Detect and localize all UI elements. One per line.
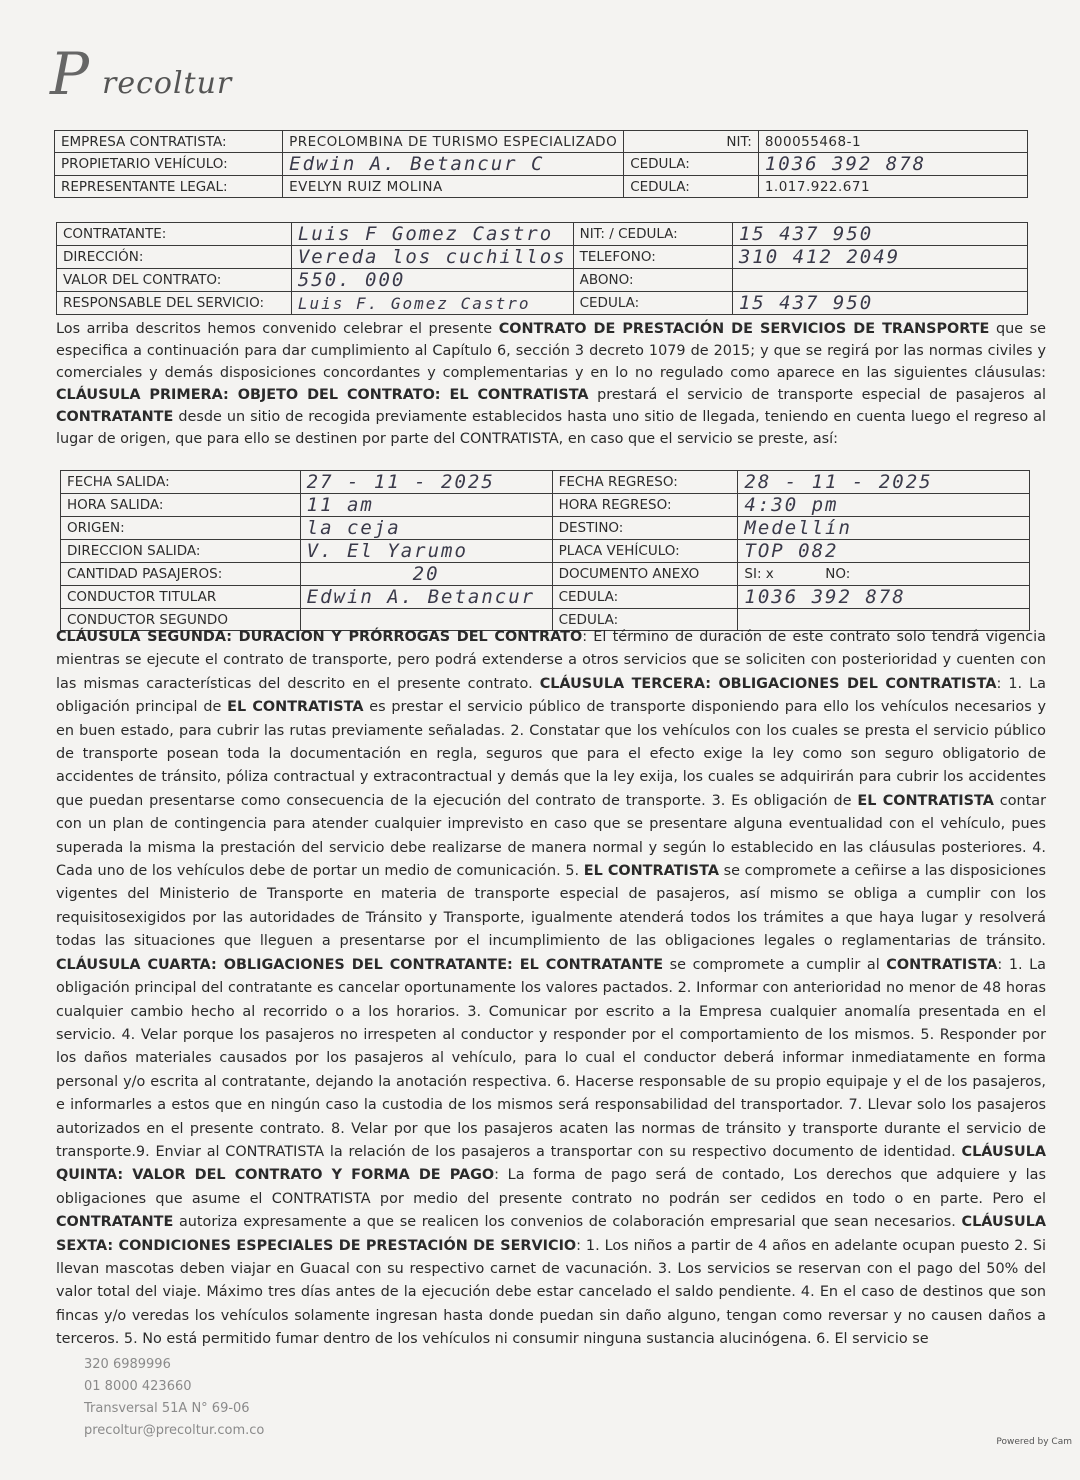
clause-1-heading: CLÁUSULA PRIMERA: OBJETO DEL CONTRATO: EL CONTRATISTA bbox=[56, 387, 589, 403]
clause-3-contratista-1: EL CONTRATISTA bbox=[227, 699, 364, 716]
footer-email: precoltur@precoltur.com.co bbox=[84, 1423, 265, 1438]
label-conductor-segundo: CONDUCTOR SEGUNDO bbox=[61, 609, 301, 631]
contract-intro bbox=[56, 318, 1046, 450]
label-cantidad-pasajeros: CANTIDAD PASAJEROS: bbox=[61, 563, 301, 586]
clause-3-heading: CLÁUSULA TERCERA: OBLIGACIONES DEL CONTRATISTA bbox=[539, 675, 997, 692]
value-hora-salida: 11 am bbox=[300, 494, 552, 517]
value-empresa: PRECOLOMBINA DE TURISMO ESPECIALIZADO bbox=[283, 131, 624, 153]
clause-6-heading: CLÁUSULA SEXTA: CONDICIONES ESPECIALES DE PRESTACIÓN DE SERVICIO bbox=[56, 1214, 1046, 1254]
label-destino: DESTINO: bbox=[552, 517, 738, 540]
trip-row-pasajeros bbox=[61, 563, 1030, 586]
clause-5-text-a: : La forma de pago será de contado, Los derechos que adquiere y las obligaciones que asume el CONTRATISTA por medio del presente contrato no podrán ser cedidos en todo o en parte. Pero el bbox=[56, 1167, 1046, 1207]
value-valor: 550. 000 bbox=[291, 269, 573, 292]
label-cedula-owner: CEDULA: bbox=[624, 153, 759, 176]
value-abono bbox=[732, 269, 1027, 292]
logo-initial: P bbox=[50, 40, 90, 108]
value-origen: la ceja bbox=[300, 517, 552, 540]
clause-2-text: : El término de duración de este contrato solo tendrá vigencia mientras se ejecute el contrato de transporte, pero podrá extenderse a otros servicios que se soliciten con posterioridad y cuenten con las mismas características del descrito en el presente contrato. bbox=[56, 629, 1046, 692]
company-row-contractor bbox=[55, 131, 1028, 153]
company-contact-footer bbox=[84, 1354, 264, 1442]
label-origen: ORIGEN: bbox=[61, 517, 301, 540]
label-nit-cedula: NIT: / CEDULA: bbox=[573, 223, 732, 246]
label-direccion: DIRECCIÓN: bbox=[57, 246, 292, 269]
value-cedula-owner: 1036 392 878 bbox=[758, 153, 1027, 176]
clause-5-text-c: autoriza expresamente a que se realicen los convenios de colaboración empresarial que sean necesarios. bbox=[173, 1214, 962, 1231]
value-telefono: 310 412 2049 bbox=[732, 246, 1027, 269]
clause-3-text-c: es prestar el servicio público de transporte disponiendo para ello los vehículos necesarios y en buen estado, para cubrir las rutas previamente señaladas. 2. Constatar que los vehículos con los cuales se presta el servicio público de transporte posean toda la documentación en regla, seguros que para el efecto exige la ley como son seguro obligatorio de accidentes de tránsito, póliza contractual y extracontractual y demás que la ley exija, los cuales se adquirirán para cubrir los accidentes que puedan presentarse como consecuencia de la ejecución del contrato de transporte. 3. Es obligación de bbox=[56, 699, 1047, 809]
value-responsable: Luis F. Gomez Castro bbox=[291, 292, 573, 315]
value-representante: EVELYN RUIZ MOLINA bbox=[283, 176, 624, 198]
clause-4-heading: CLÁUSULA CUARTA: OBLIGACIONES DEL CONTRATANTE: EL CONTRATANTE bbox=[56, 956, 664, 973]
value-cedula-responsable: 15 437 950 bbox=[732, 292, 1027, 315]
value-fecha-regreso: 28 - 11 - 2025 bbox=[738, 471, 1030, 494]
intro-text-1: Los arriba descritos hemos convenido celebrar el presente bbox=[56, 321, 499, 337]
clause-3-text-e: contar con un plan de contingencia para atender cualquier imprevisto en caso que se presentare alguna eventualidad con el vehículo, pues superada la misma la prestación del servicio debe realizarse de manera normal y según lo establecido en las cláusulas posteriores. 4. Cada uno de los vehículos debe de portar un medio de comunicación. 5. bbox=[56, 792, 1047, 880]
clause-4-text-c: : 1. La obligación principal del contratante es cancelar oportunamente los valores pactados. 2. Informar con anterioridad no menor de 48 horas cualquier cambio hecho al recorrido o a los horarios. 3. Comunicar por escrito a la Empresa cualquier anomalía presentada en el servicio. 4. Velar porque los pasajeros no irrespeten al conductor y responder por el comportamiento de los mismos. 5. Responder por los daños materiales causados por los pasajeros al vehículo, para lo cual el conductor deberá informar inmediatamente en forma personal y/o escrita al contratante, dejando la anotación respectiva. 6. Hacerse responsable de su propio equipaje y el de los pasajeros, e informarles a estos que en ningún caso la custodia de los mismos será responsabilidad del transportador. 7. Llevar solo los pasajeros autorizados en el presente contrato. 8. Velar por que los pasajeros acaten las normas de tránsito y transporte durante el servicio de transporte.9. Enviar al CONTRATISTA la relación de los pasajeros a transportar con su respectivo documento de identidad. bbox=[56, 956, 1046, 1160]
label-representante: REPRESENTANTE LEGAL: bbox=[55, 176, 283, 198]
intro-contract-title: CONTRATO DE PRESTACIÓN DE SERVICIOS DE TRANSPORTE bbox=[498, 321, 990, 337]
clause-1-text-2: desde un sitio de recogida previamente establecidos hasta uno sitio de llegada, teniendo en cuenta luego el regreso al lugar de origen, que para ello se destinen por parte del CONTRATISTA, en caso que el servicio se preste, así: bbox=[56, 409, 1046, 447]
client-row-direccion bbox=[57, 246, 1028, 269]
value-propietario: Edwin A. Betancur C bbox=[283, 153, 624, 176]
clause-5-heading: CLÁUSULA QUINTA: VALOR DEL CONTRATO Y FORMA DE PAGO bbox=[56, 1143, 1046, 1184]
footer-toll-free: 01 8000 423660 bbox=[84, 1379, 192, 1394]
clause-2-heading: CLÁUSULA SEGUNDA: DURACION Y PRÓRROGAS DEL CONTRATO bbox=[56, 629, 583, 645]
value-cantidad-pasajeros: 20 bbox=[300, 563, 552, 586]
value-direccion: Vereda los cuchillos bbox=[291, 246, 573, 269]
label-cedula-titular: CEDULA: bbox=[552, 586, 738, 609]
label-telefono: TELEFONO: bbox=[573, 246, 732, 269]
clause-4-text-a: se compromete a cumplir al bbox=[663, 956, 887, 973]
label-hora-regreso: HORA REGRESO: bbox=[552, 494, 738, 517]
clause-3-text-g: se compromete a ceñirse a las disposiciones vigentes del Ministerio de Transporte en materia de transporte especial de pasajeros, así mismo se obliga a cumplir con los requisitosexigidos por las autoridades de Tránsito y Transporte, igualmente atenderá todos los trámites a que haya lugar y resolverá todas las situaciones que lleguen a presentarse por el incumplimiento de las obligaciones legales o reglamentarias de tránsito. bbox=[56, 863, 1046, 950]
company-logo bbox=[50, 40, 270, 118]
clause-3-text-a: : 1. La obligación principal de bbox=[56, 675, 1046, 716]
footer-address: Transversal 51A N° 69-06 bbox=[84, 1401, 250, 1416]
trip-row-conductor-titular bbox=[61, 586, 1030, 609]
scanner-watermark: Powered by Cam bbox=[996, 1437, 1072, 1447]
label-fecha-salida: FECHA SALIDA: bbox=[61, 471, 301, 494]
value-hora-regreso: 4:30 pm bbox=[738, 494, 1030, 517]
company-row-owner bbox=[55, 153, 1028, 176]
label-nit: NIT: bbox=[624, 131, 759, 153]
value-cedula-titular: 1036 392 878 bbox=[738, 586, 1030, 609]
label-hora-salida: HORA SALIDA: bbox=[61, 494, 301, 517]
label-contratante: CONTRATANTE: bbox=[57, 223, 292, 246]
clause-6-text: : 1. Los niños a partir de 4 años en adelante ocupan puesto 2. Si llevan mascotas deben viajar en Guacal con su respectivo carnet de vacunación. 3. Los servicios se reservan con el pago del 50% del valor total del viaje. Máximo tres días antes de la ejecución debe estar cancelado el saldo pendiente. 4. En el caso de destinos que son fincas y/o veredas los vehículos solamente ingresan hasta donde puedan sin daño alguno, tengan como reversar y no causen daños a terceros. 5. No está permitido fumar dentro de los vehículos ni consumir ninguna sustancia alucinógena. 6. El servicio se bbox=[56, 1237, 1046, 1348]
value-nit: 800055468-1 bbox=[758, 131, 1027, 153]
value-fecha-salida: 27 - 11 - 2025 bbox=[300, 471, 552, 494]
label-documento-anexo: DOCUMENTO ANEXO bbox=[552, 563, 738, 586]
label-direccion-salida: DIRECCION SALIDA: bbox=[61, 540, 301, 563]
trip-row-origen bbox=[61, 517, 1030, 540]
logo-wordmark: recoltur bbox=[102, 66, 233, 101]
value-cedula-rep: 1.017.922.671 bbox=[758, 176, 1027, 198]
value-placa: TOP 082 bbox=[738, 540, 1030, 563]
client-row-contratante bbox=[57, 223, 1028, 246]
value-direccion-salida: V. El Yarumo bbox=[300, 540, 552, 563]
value-nit-cedula: 15 437 950 bbox=[732, 223, 1027, 246]
trip-row-fecha bbox=[61, 471, 1030, 494]
value-conductor-titular: Edwin A. Betancur bbox=[300, 586, 552, 609]
clause-3-contratista-3: EL CONTRATISTA bbox=[583, 863, 719, 880]
client-table bbox=[56, 222, 1028, 315]
trip-row-hora bbox=[61, 494, 1030, 517]
label-propietario: PROPIETARIO VEHÍCULO: bbox=[55, 153, 283, 176]
label-abono: ABONO: bbox=[573, 269, 732, 292]
clause-5-contratante: CONTRATANTE bbox=[56, 1214, 174, 1231]
clause-1-contratante: CONTRATANTE bbox=[56, 409, 174, 425]
value-destino: Medellín bbox=[738, 517, 1030, 540]
label-cedula-rep: CEDULA: bbox=[624, 176, 759, 198]
company-row-legal-rep bbox=[55, 176, 1028, 198]
footer-phone: 320 6989996 bbox=[84, 1357, 171, 1372]
trip-row-direccion bbox=[61, 540, 1030, 563]
label-cedula-responsable: CEDULA: bbox=[573, 292, 732, 315]
label-placa: PLACA VEHÍCULO: bbox=[552, 540, 738, 563]
label-responsable: RESPONSABLE DEL SERVICIO: bbox=[57, 292, 292, 315]
label-fecha-regreso: FECHA REGRESO: bbox=[552, 471, 738, 494]
clause-3-contratista-2: EL CONTRATISTA bbox=[857, 792, 994, 809]
clause-4-contratista: CONTRATISTA bbox=[886, 956, 998, 973]
clause-1-text-1: prestará el servicio de transporte especial de pasajeros al bbox=[588, 387, 1047, 403]
label-empresa: EMPRESA CONTRATISTA: bbox=[55, 131, 283, 153]
contract-clauses bbox=[56, 626, 1046, 1352]
company-table bbox=[54, 130, 1028, 198]
label-conductor-titular: CONDUCTOR TITULAR bbox=[61, 586, 301, 609]
client-row-valor bbox=[57, 269, 1028, 292]
trip-table bbox=[60, 470, 1030, 631]
label-cedula-segundo: CEDULA: bbox=[552, 609, 738, 631]
value-contratante: Luis F Gomez Castro bbox=[291, 223, 573, 246]
intro-text-2: que se especifica a continuación para dar cumplimiento al Capítulo 6, sección 3 decreto 1079 de 2015; y que se regirá por las normas civiles y comerciales y demás disposiciones concordantes y complementarias y en lo no regulado como aparece en las siguientes cláusulas: bbox=[56, 321, 1046, 381]
value-documento-anexo: SI: x NO: bbox=[738, 563, 1030, 586]
label-valor: VALOR DEL CONTRATO: bbox=[57, 269, 292, 292]
client-row-responsable bbox=[57, 292, 1028, 315]
